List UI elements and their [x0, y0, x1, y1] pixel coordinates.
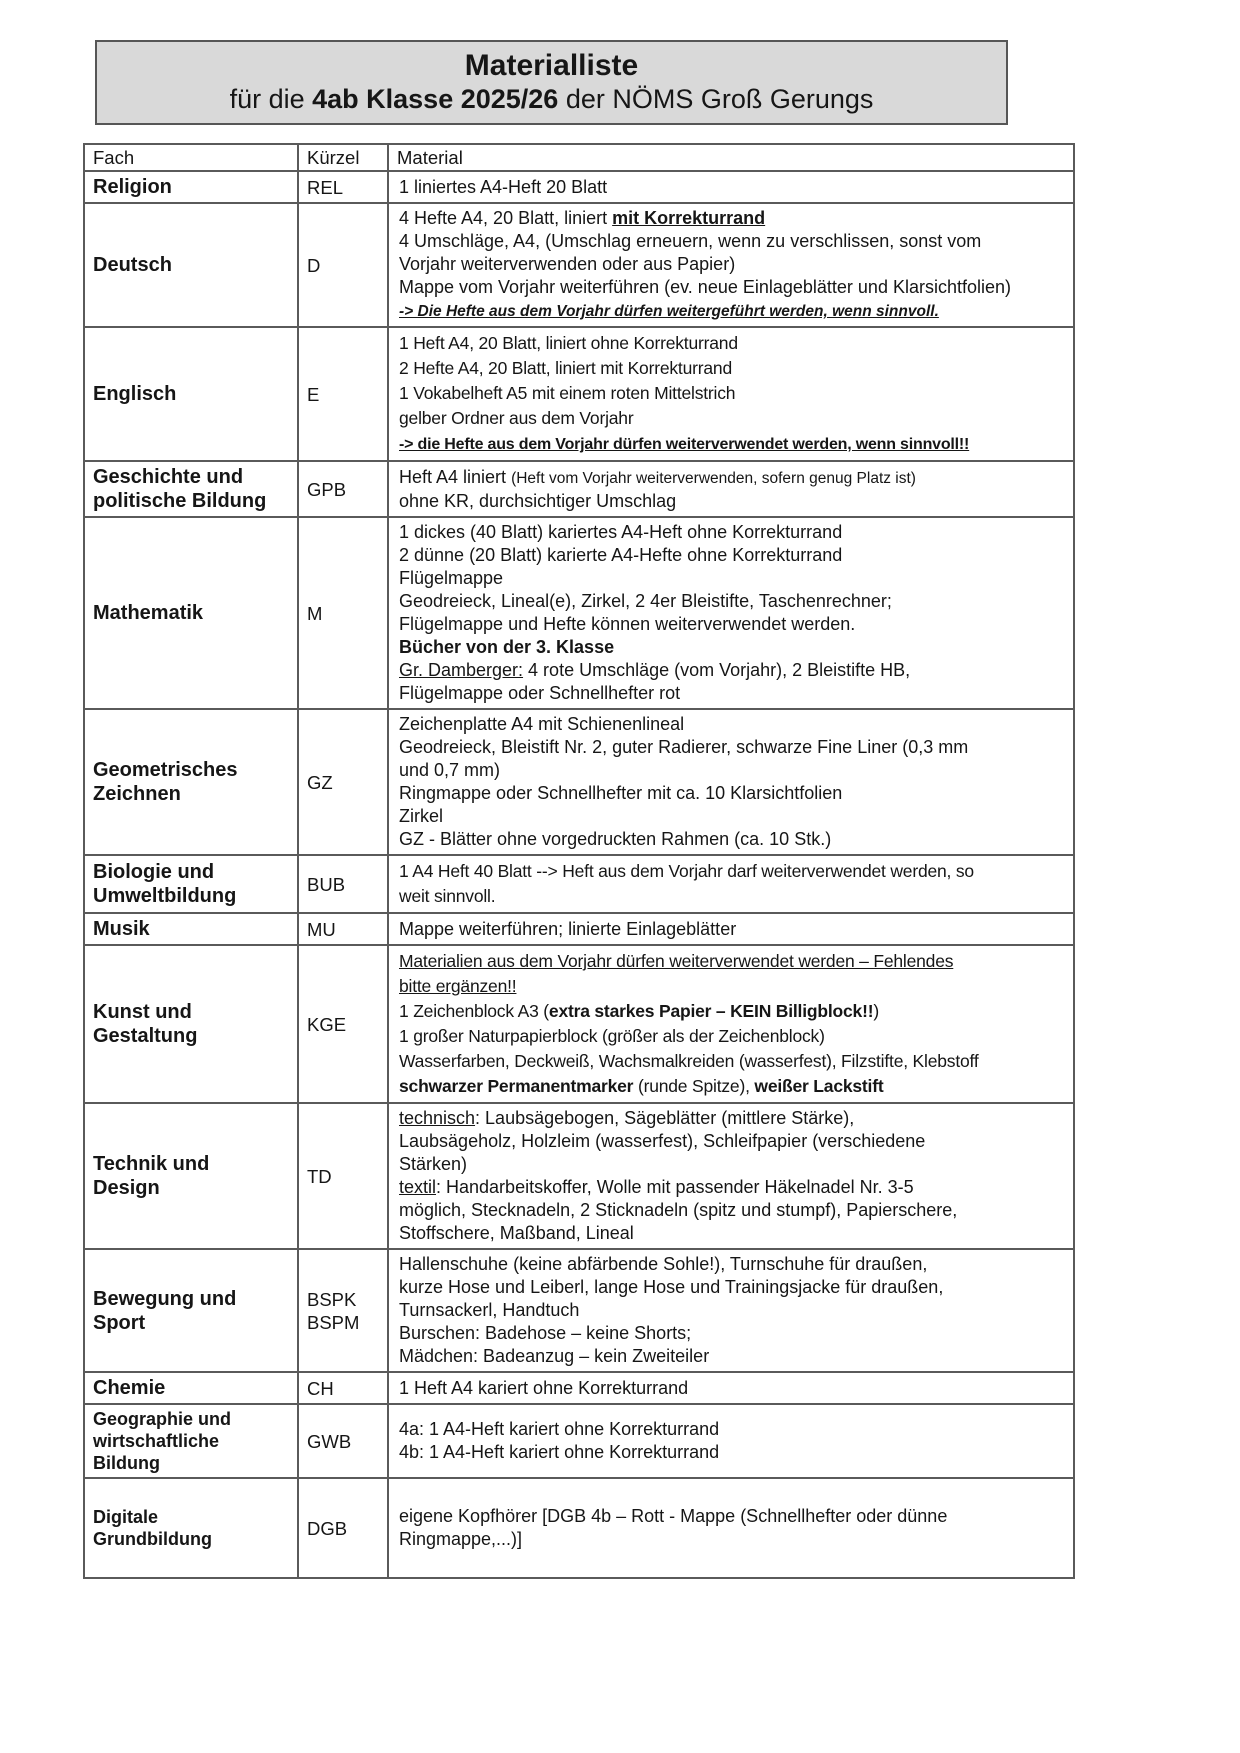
- subject-cell: Deutsch: [84, 203, 298, 327]
- table-row: [84, 171, 1074, 203]
- abbr-cell: [298, 1404, 388, 1478]
- material-line: Mädchen: Badeanzug – kein Zweiteiler: [399, 1346, 710, 1366]
- table-row: [84, 709, 1074, 855]
- subject-cell: Musik: [84, 913, 298, 945]
- subject-cell: Digitale Grundbildung: [84, 1478, 298, 1578]
- material-line: 4a: 1 A4-Heft kariert ohne Korrekturrand: [399, 1419, 720, 1439]
- abbr-line: D: [307, 254, 321, 276]
- material-line: 1 großer Naturpapierblock (größer als der Zeichenblock): [399, 1026, 825, 1046]
- subtitle-prefix: für die: [229, 84, 313, 114]
- table-row: [84, 855, 1074, 913]
- table-row: [84, 1249, 1074, 1372]
- material-line: Zirkel: [399, 806, 443, 826]
- material-line: 4 Umschläge, A4, (Umschlag erneuern, wenn zu verschlissen, sonst vom: [399, 231, 982, 251]
- table-row: [84, 1404, 1074, 1478]
- material-line: Laubsägeholz, Holzleim (wasserfest), Schleifpapier (verschiedene: [399, 1131, 926, 1151]
- abbr-cell: [298, 1372, 388, 1404]
- material-line: 1 Heft A4, 20 Blatt, liniert ohne Korrekturrand: [399, 333, 738, 353]
- subject-cell: Technik und Design: [84, 1103, 298, 1249]
- table-row: [84, 517, 1074, 709]
- material-line: Stoffschere, Maßband, Lineal: [399, 1223, 634, 1243]
- material-line: Ringmappe,...)]: [399, 1529, 523, 1549]
- material-line: -> die Hefte aus dem Vorjahr dürfen weiterverwendet werden, wenn sinnvoll!!: [399, 436, 970, 453]
- material-line: Flügelmappe oder Schnellhefter rot: [399, 683, 681, 703]
- material-line: Mappe vom Vorjahr weiterführen (ev. neue Einlageblätter und Klarsichtfolien): [399, 277, 1011, 297]
- table-header-row: [84, 144, 1074, 171]
- material-line: 1 liniertes A4-Heft 20 Blatt: [399, 176, 608, 197]
- table-row: [84, 913, 1074, 945]
- subject-cell: Geographie und wirtschaftliche Bildung: [84, 1404, 298, 1478]
- abbr-line: M: [307, 602, 323, 624]
- material-line: bitte ergänzen!!: [399, 976, 517, 996]
- abbr-line: CH: [307, 1377, 334, 1399]
- subject-cell: Chemie: [84, 1372, 298, 1404]
- abbr-cell: [298, 203, 388, 327]
- material-line: Mappe weiterführen; linierte Einlageblätter: [399, 918, 737, 939]
- material-cell: [388, 913, 1074, 945]
- abbr-line: BUB: [307, 873, 346, 895]
- material-line: kurze Hose und Leiberl, lange Hose und Trainingsjacke für draußen,: [399, 1277, 944, 1297]
- material-line: Gr. Damberger: 4 rote Umschläge (vom Vorjahr), 2 Bleistifte HB,: [399, 660, 911, 680]
- material-table: [83, 143, 1075, 1579]
- abbr-cell: [298, 327, 388, 461]
- table-row: [84, 1103, 1074, 1249]
- abbr-line: GZ: [307, 771, 333, 793]
- material-line: 2 Hefte A4, 20 Blatt, liniert mit Korrekturrand: [399, 358, 732, 378]
- table-row: [84, 327, 1074, 461]
- material-line: Geodreieck, Bleistift Nr. 2, guter Radierer, schwarze Fine Liner (0,3 mm: [399, 737, 969, 757]
- material-line: und 0,7 mm): [399, 760, 501, 780]
- table-row: [84, 461, 1074, 517]
- material-line: Heft A4 liniert (Heft vom Vorjahr weiterverwenden, sofern genug Platz ist): [399, 466, 916, 487]
- abbr-line: E: [307, 383, 320, 405]
- material-line: ohne KR, durchsichtiger Umschlag: [399, 490, 677, 511]
- material-line: Zeichenplatte A4 mit Schienenlineal: [399, 714, 685, 734]
- material-line: eigene Kopfhörer [DGB 4b – Rott - Mappe (Schnellhefter oder dünne: [399, 1506, 948, 1526]
- material-line: weit sinnvoll.: [399, 886, 496, 906]
- material-cell: [388, 1103, 1074, 1249]
- material-line: Turnsackerl, Handtuch: [399, 1300, 580, 1320]
- abbr-line: TD: [307, 1165, 332, 1187]
- abbr-cell: [298, 517, 388, 709]
- abbr-cell: [298, 855, 388, 913]
- abbr-line: KGE: [307, 1013, 347, 1035]
- material-line: 4 Hefte A4, 20 Blatt, liniert mit Korrekturrand: [399, 208, 766, 228]
- material-line: -> Die Hefte aus dem Vorjahr dürfen weitergeführt werden, wenn sinnvoll.: [399, 303, 939, 320]
- material-line: textil: Handarbeitskoffer, Wolle mit passender Häkelnadel Nr. 3-5: [399, 1177, 914, 1197]
- material-line: 4b: 1 A4-Heft kariert ohne Korrekturrand: [399, 1442, 720, 1462]
- subtitle-suffix: der NÖMS Groß Gerungs: [558, 84, 874, 114]
- table-row: [84, 1478, 1074, 1578]
- material-line: Wasserfarben, Deckweiß, Wachsmalkreiden (wasserfest), Filzstifte, Klebstoff: [399, 1051, 979, 1071]
- abbr-cell: [298, 913, 388, 945]
- material-cell: [388, 1404, 1074, 1478]
- subject-cell: Englisch: [84, 327, 298, 461]
- table-row: [84, 1372, 1074, 1404]
- abbr-cell: [298, 709, 388, 855]
- subject-cell: Biologie und Umweltbildung: [84, 855, 298, 913]
- material-line: 1 Zeichenblock A3 (extra starkes Papier – KEIN Billigblock!!): [399, 1001, 879, 1021]
- page-subtitle: [97, 84, 1006, 115]
- material-line: Geodreieck, Lineal(e), Zirkel, 2 4er Bleistifte, Taschenrechner;: [399, 591, 892, 611]
- subject-cell: Geschichte und politische Bildung: [84, 461, 298, 517]
- abbr-line: BSPM: [307, 1311, 360, 1333]
- subject-cell: Bewegung und Sport: [84, 1249, 298, 1372]
- abbr-line: REL: [307, 176, 343, 198]
- material-line: 1 A4 Heft 40 Blatt --> Heft aus dem Vorjahr darf weiterverwendet werden, so: [399, 861, 974, 881]
- material-line: 1 Heft A4 kariert ohne Korrekturrand: [399, 1377, 689, 1398]
- material-cell: [388, 327, 1074, 461]
- abbr-line: DGB: [307, 1517, 348, 1539]
- material-cell: [388, 461, 1074, 517]
- subject-cell: Mathematik: [84, 517, 298, 709]
- material-line: 1 dickes (40 Blatt) kariertes A4-Heft ohne Korrekturrand: [399, 522, 843, 542]
- col-header-fach: Fach: [84, 144, 298, 171]
- material-line: 2 dünne (20 Blatt) karierte A4-Hefte ohne Korrekturrand: [399, 545, 843, 565]
- subtitle-class-year: 4ab Klasse 2025/26: [312, 84, 559, 114]
- table-row: [84, 203, 1074, 327]
- abbr-line: MU: [307, 918, 336, 940]
- material-line: Burschen: Badehose – keine Shorts;: [399, 1323, 692, 1343]
- material-line: schwarzer Permanentmarker (runde Spitze), weißer Lackstift: [399, 1076, 884, 1096]
- material-line: Stärken): [399, 1154, 468, 1174]
- col-header-material: Material: [388, 144, 1074, 171]
- abbr-line: BSPK: [307, 1288, 357, 1310]
- col-header-kuerzel: Kürzel: [298, 144, 388, 171]
- material-cell: [388, 1372, 1074, 1404]
- material-line: Hallenschuhe (keine abfärbende Sohle!), Turnschuhe für draußen,: [399, 1254, 928, 1274]
- material-cell: [388, 855, 1074, 913]
- material-cell: [388, 203, 1074, 327]
- abbr-cell: [298, 461, 388, 517]
- subject-cell: Kunst und Gestaltung: [84, 945, 298, 1103]
- material-line: möglich, Stecknadeln, 2 Sticknadeln (spitz und stumpf), Papierschere,: [399, 1200, 958, 1220]
- material-line: Vorjahr weiterverwenden oder aus Papier): [399, 254, 736, 274]
- material-cell: [388, 1249, 1074, 1372]
- material-line: GZ - Blätter ohne vorgedruckten Rahmen (ca. 10 Stk.): [399, 829, 832, 849]
- material-line: Flügelmappe und Hefte können weiterverwendet werden.: [399, 614, 856, 634]
- material-cell: [388, 517, 1074, 709]
- material-line: Materialien aus dem Vorjahr dürfen weiterverwendet werden – Fehlendes: [399, 951, 954, 971]
- abbr-cell: [298, 171, 388, 203]
- abbr-cell: [298, 1249, 388, 1372]
- material-line: technisch: Laubsägebogen, Sägeblätter (mittlere Stärke),: [399, 1108, 855, 1128]
- material-cell: [388, 171, 1074, 203]
- material-cell: [388, 709, 1074, 855]
- abbr-line: GWB: [307, 1430, 352, 1452]
- table-body: [84, 171, 1074, 1578]
- material-line: 1 Vokabelheft A5 mit einem roten Mittelstrich: [399, 383, 736, 403]
- material-line: Bücher von der 3. Klasse: [399, 637, 615, 657]
- material-line: Ringmappe oder Schnellhefter mit ca. 10 Klarsichtfolien: [399, 783, 843, 803]
- material-cell: [388, 1478, 1074, 1578]
- title-box: [95, 40, 1008, 125]
- abbr-line: GPB: [307, 478, 347, 500]
- abbr-cell: [298, 1478, 388, 1578]
- subject-cell: Geometrisches Zeichnen: [84, 709, 298, 855]
- material-cell: [388, 945, 1074, 1103]
- material-line: Flügelmappe: [399, 568, 504, 588]
- table-row: [84, 945, 1074, 1103]
- abbr-cell: [298, 945, 388, 1103]
- page-title: Materialliste: [464, 49, 639, 82]
- material-line: gelber Ordner aus dem Vorjahr: [399, 408, 634, 428]
- abbr-cell: [298, 1103, 388, 1249]
- subject-cell: Religion: [84, 171, 298, 203]
